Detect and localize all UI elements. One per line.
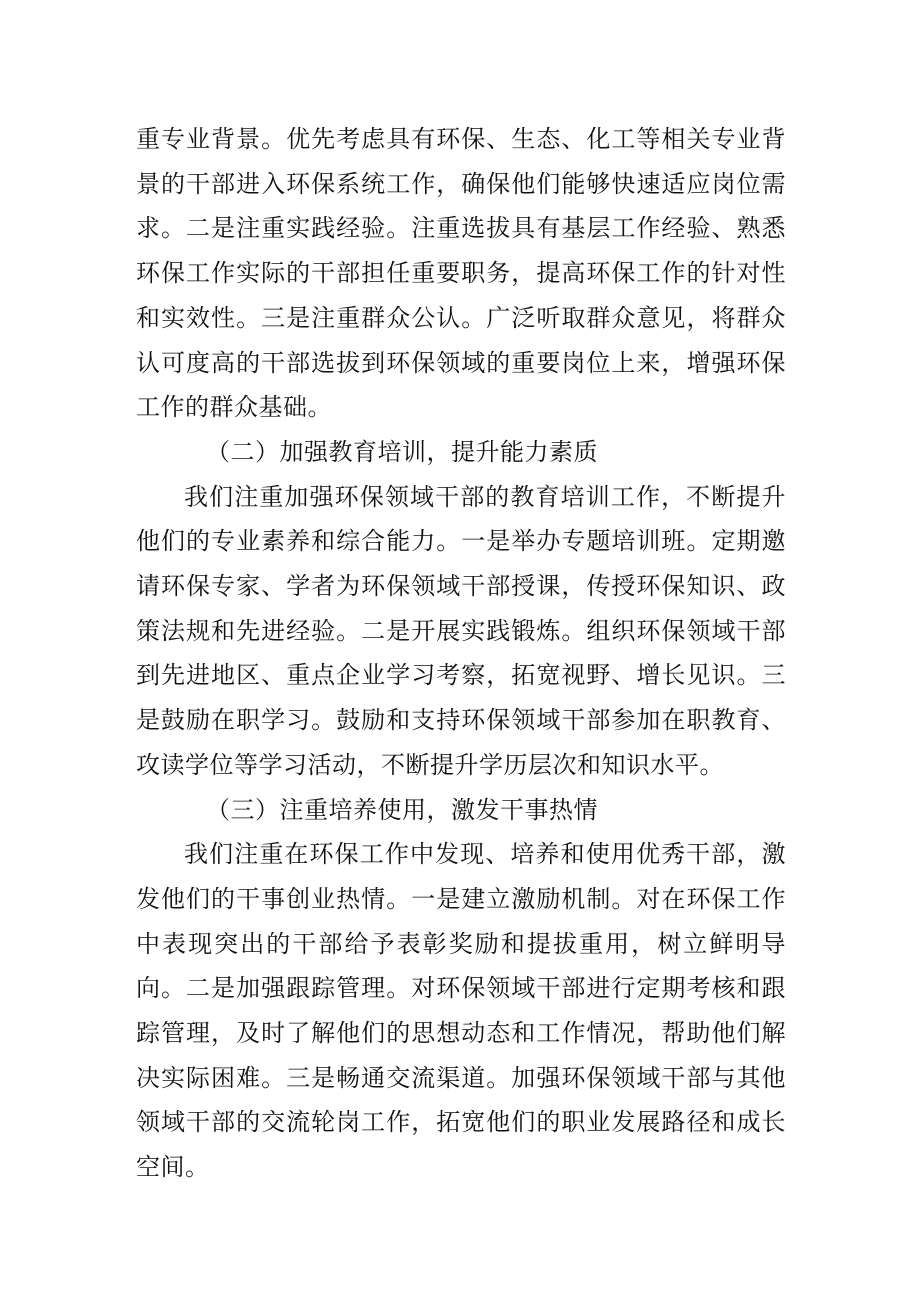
paragraph-continued: 重专业背景。优先考虑具有环保、生态、化工等相关专业背景的干部进入环保系统工作，确保他们能够快速适应岗位需求。二是注重实践经验。注重选拔具有基层工作经验、熟悉环保工作实际的干部担任重要职务，提高环保工作的针对性和实效性。三是注重群众公认。广泛听取群众意见，将群众认可度高的干部选拔到环保领域的重要岗位上来，增强环保工作的群众基础。 bbox=[136, 125, 786, 422]
paragraph-cultivation: 我们注重在环保工作中发现、培养和使用优秀干部，激发他们的干事创业热情。一是建立激励机制。对在环保工作中表现突出的干部给予表彰奖励和提拔重用，树立鲜明导向。二是加强跟踪管理。对环保领域干部进行定期考核和跟踪管理，及时了解他们的思想动态和工作情况，帮助他们解决实际困难。三是畅通交流渠道。加强环保领域干部与其他领域干部的交流轮岗工作，拓宽他们的职业发展路径和成长空间。 bbox=[136, 840, 786, 1182]
section-heading-2: （二）加强教育培训，提升能力素质 bbox=[206, 437, 598, 466]
paragraph-training: 我们注重加强环保领域干部的教育培训工作，不断提升他们的专业素养和综合能力。一是举办专题培训班。定期邀请环保专家、学者为环保领域干部授课，传授环保知识、政策法规和先进经验。二是开展实践锻炼。组织环保领域干部到先进地区、重点企业学习考察，拓宽视野、增长见识。三是鼓励在职学习。鼓励和支持环保领域干部参加在职教育、攻读学位等学习活动，不断提升学历层次和知识水平。 bbox=[136, 482, 786, 779]
document-page bbox=[136, 117, 786, 1190]
section-heading-3: （三）注重培养使用，激发干事热情 bbox=[206, 795, 598, 824]
